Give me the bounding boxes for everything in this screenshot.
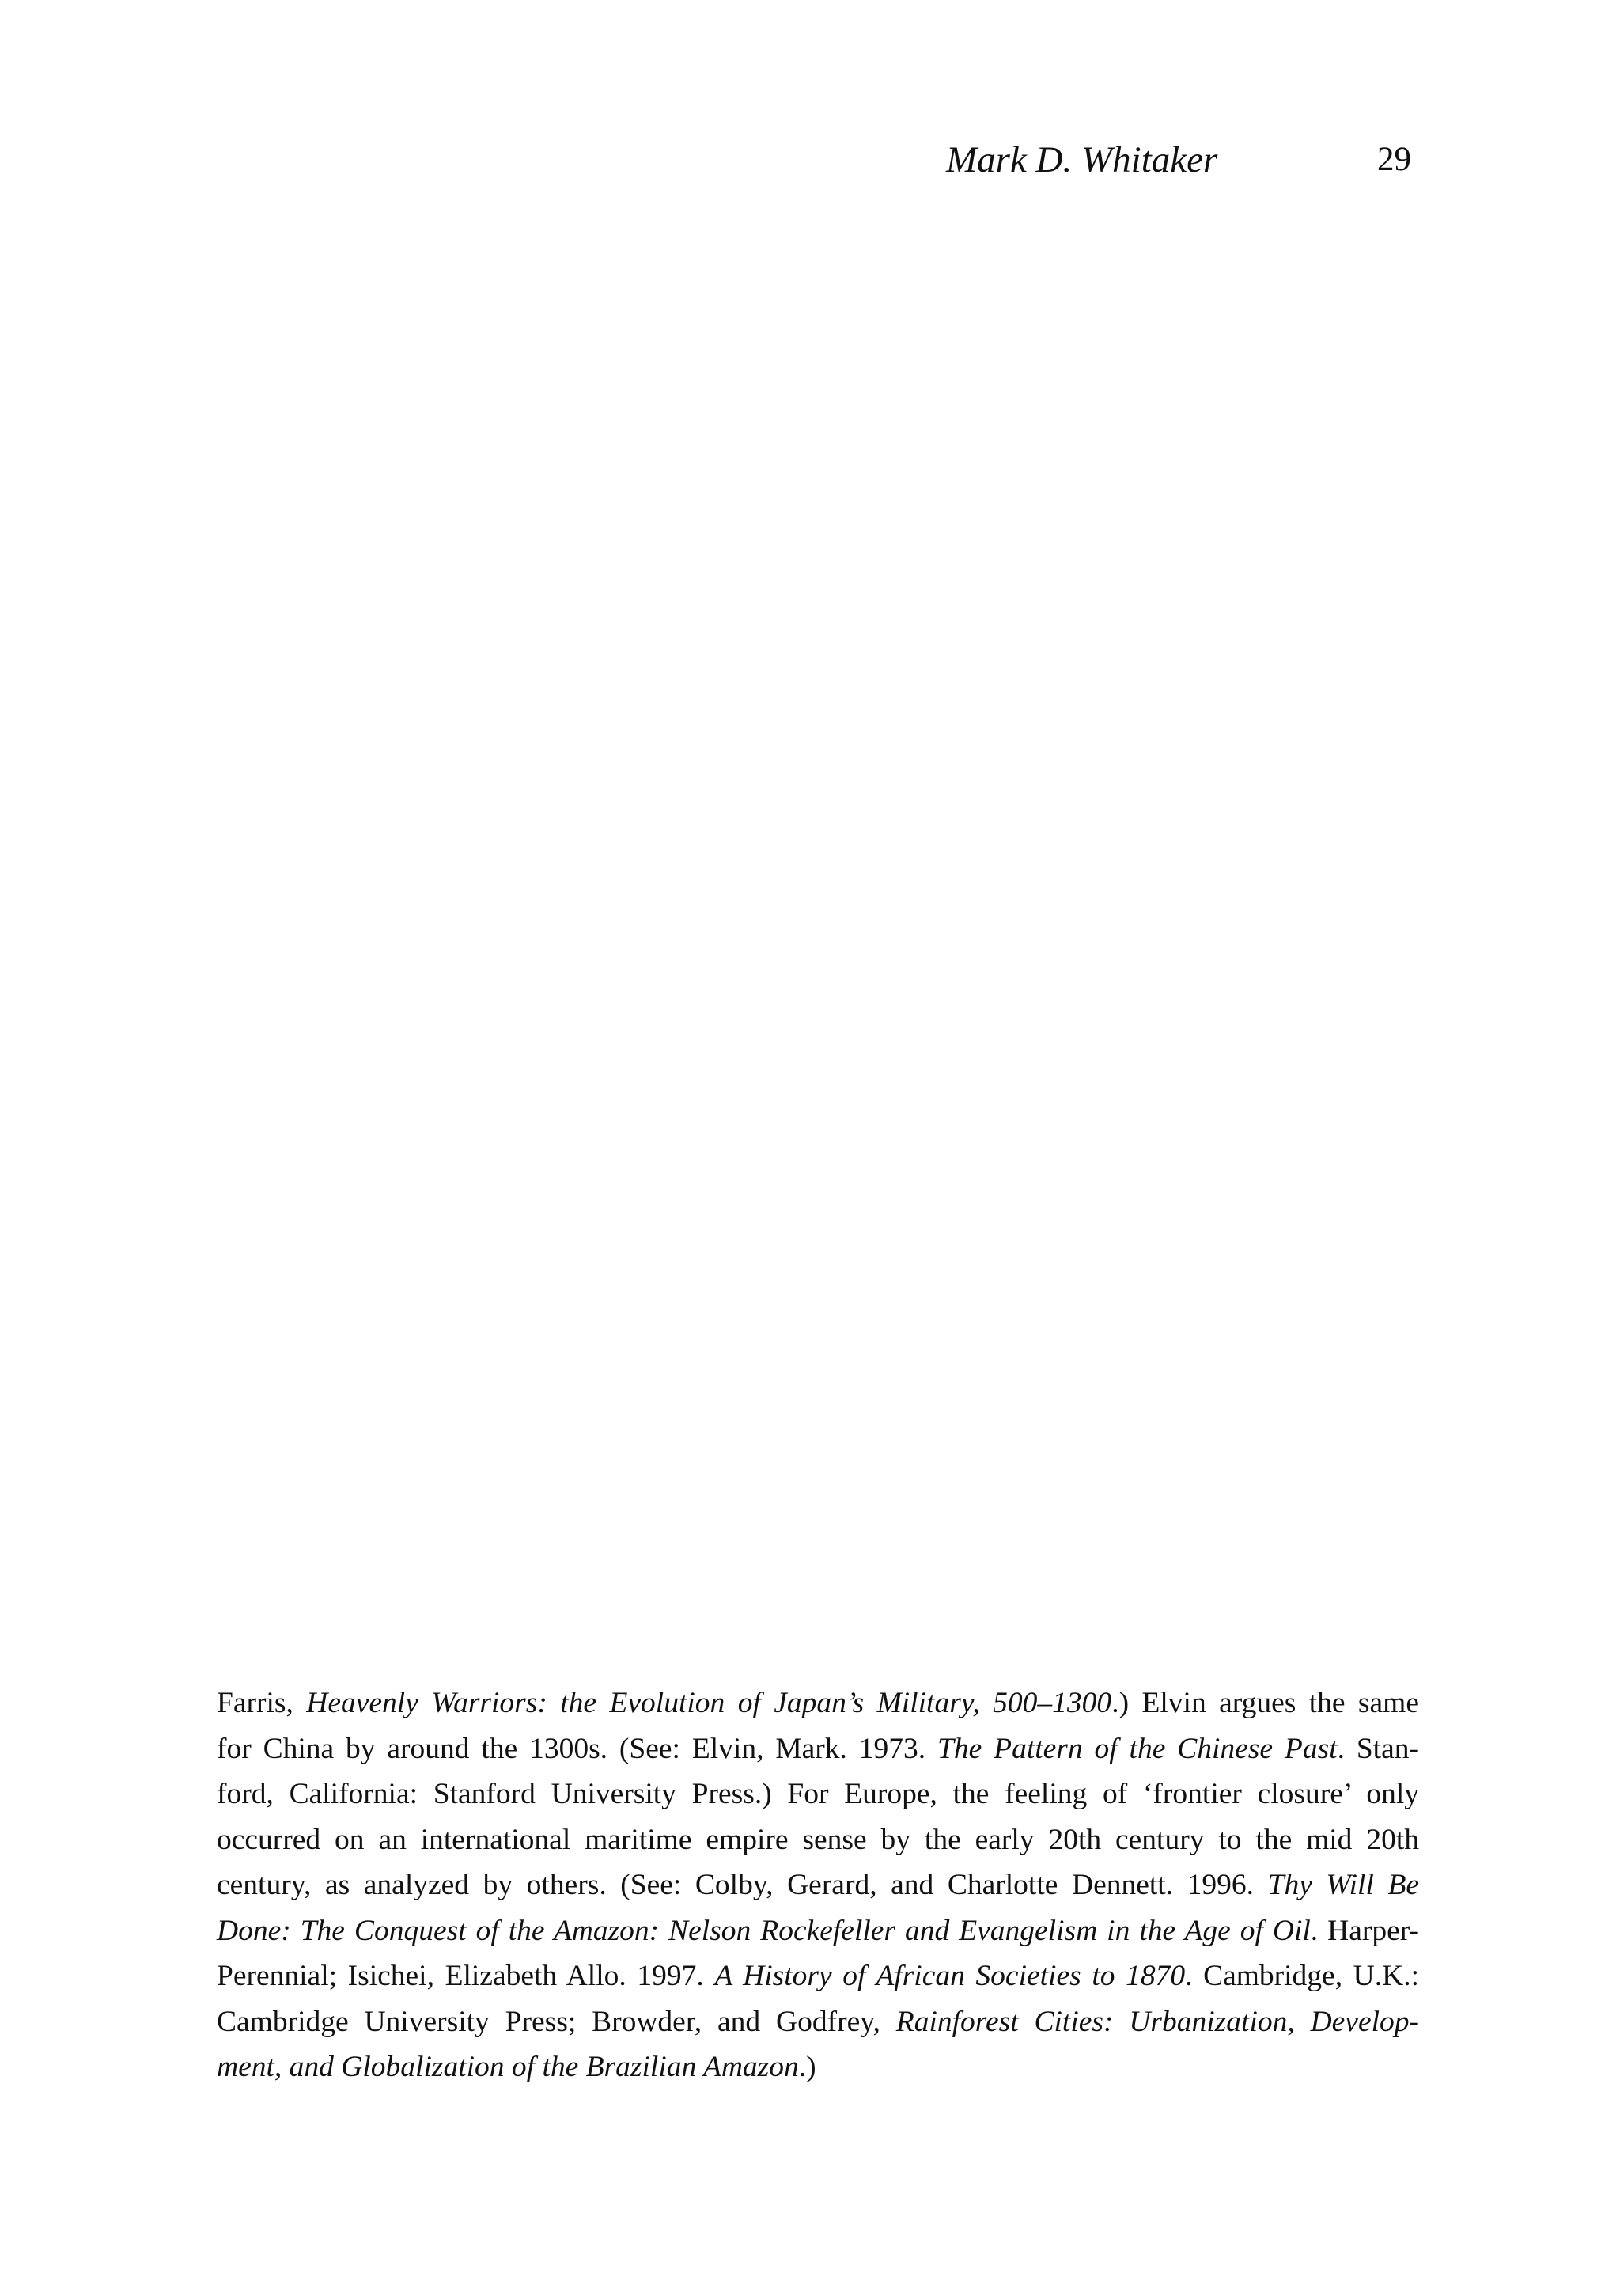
running-head: [0, 136, 1620, 184]
footnote-segment: for China by around the 1300s. (See: Elvin, Mark. 1973.: [217, 1732, 938, 1765]
footnote-segment: Farris,: [217, 1687, 307, 1719]
footnote-segment: century, as analyzed by others. (See: Colby, Gerard, and Charlotte Dennett. 1996.: [217, 1869, 1268, 1901]
footnote-segment: . Cambridge, U.K.:: [1185, 1960, 1420, 1992]
footnote-segment: .) Elvin argues the same: [1111, 1687, 1419, 1719]
footnote-segment: .): [798, 2051, 816, 2083]
citation-title: Done: The Conquest of the Amazon: Nelson Rockefeller and Evangelism in the Age of Oil: [217, 1914, 1311, 1947]
footnote-line: [217, 2044, 1419, 2090]
footnote-line: [217, 1908, 1419, 1954]
footnote-line: [217, 1680, 1419, 1726]
footnote-line: [217, 1726, 1419, 1772]
footnote-segment: Cambridge University Press; Browder, and Godfrey,: [217, 2005, 896, 2038]
footnote-segment: Perennial; Isichei, Elizabeth Allo. 1997.: [217, 1960, 715, 1992]
citation-title: Thy Will Be: [1267, 1869, 1419, 1901]
citation-title: A History of African Societies to 1870: [714, 1960, 1186, 1992]
footnote-line: [217, 1817, 1419, 1863]
citation-title: The Pattern of the Chinese Past: [937, 1732, 1338, 1765]
citation-title: Rainforest Cities: Urbanization, Develop-: [895, 2005, 1420, 2038]
footnote-line: [217, 1999, 1419, 2045]
footnote-segment: . Stan-: [1337, 1732, 1419, 1765]
citation-title: Heavenly Warriors: the Evolution of Japan’s Military, 500–1300: [306, 1687, 1112, 1719]
citation-title: ment, and Globalization of the Brazilian Amazon: [217, 2051, 799, 2083]
footnote-segment: . Harper-: [1310, 1914, 1419, 1947]
footnote-line: [217, 1771, 1419, 1817]
footnote-segment: occurred on an international maritime empire sense by the early 20th century to the mid 20th: [217, 1823, 1419, 1856]
page-number: 29: [1377, 141, 1411, 178]
footnote-line: [217, 1862, 1419, 1908]
footnote-text: [217, 1680, 1419, 2090]
footnote-segment: ford, California: Stanford University Press.) For Europe, the feeling of ‘frontier closure’ only: [217, 1778, 1419, 1810]
running-head-author: Mark D. Whitaker: [946, 139, 1218, 180]
footnote-line: [217, 1953, 1419, 1999]
